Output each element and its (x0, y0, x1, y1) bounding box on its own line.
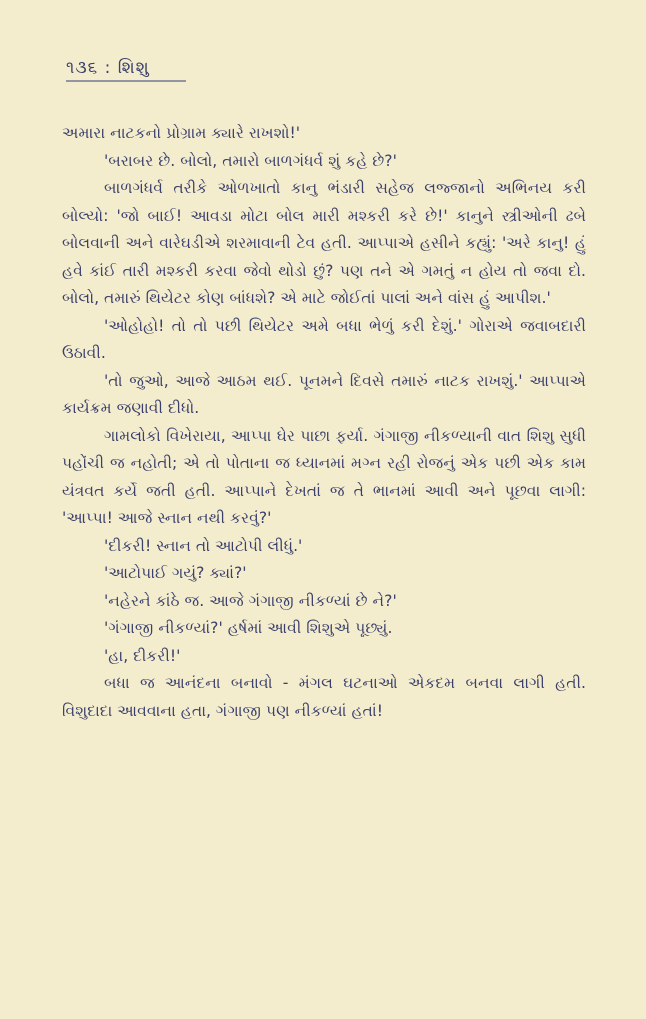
paragraph: 'આટોપાઈ ગયું? ક્યાં?' (104, 564, 247, 582)
running-title: શિશુ (117, 58, 150, 78)
page-number: ૧૩૬ (66, 58, 99, 78)
paragraph: 'નહેરને કાંઠે જ. આજે ગંગાજી નીકળ્યાં છે ને?' (104, 591, 397, 610)
paragraph: 'બરાબર છે. બોલો, તમારો બાળગંધર્વ શું કહે છે?' (104, 151, 397, 170)
paragraph: 'હા, દીકરી!' (104, 646, 181, 665)
paragraph: બાળગંધર્વ તરીકે ઓળખાતો કાનુ ભંડારી સહેજ લજ્જાનો અભિનય કરી બોલ્યો: 'જો બાઈ! આવડા મોટા બોલ મારી મશ્કરી કરે છે!' કાનુને સ્ત્રીઓની ઢબે બોલવાની અને વારેઘડીએ શરમાવાની ટેવ હતી. આપ્પાએ હસીને કહ્યું: 'અરે કાનુ! હું હવે કાંઈ તારી મશ્કરી કરવા જેવો થોડો છું? પણ તને એ ગમતું ન હોય તો જવા દો. બોલો, તમારું થિયેટર કોણ બાંધશે? એ માટે જોઈતાં પાલાં અને વાંસ હું આપીશ.' (62, 179, 586, 307)
paragraph: બધા જ આનંદના બનાવો - મંગલ ઘટનાઓ એકદમ બનવા લાગી હતી. વિશુદાદા આવવાના હતા, ગંગાજી પણ નીકળ્યાં હતાં! (62, 674, 586, 720)
paragraph: 'દીકરી! સ્નાન તો આટોપી લીધું.' (104, 536, 303, 555)
paragraph: 'ઓહોહો! તો તો પછી થિયેટર અમે બધા ભેળું કરી દેશું.' ગોરાએ જવાબદારી ઉઠાવી. (62, 316, 586, 362)
paragraph: અમારા નાટકનો પ્રોગ્રામ ક્યારે રાખશો!' (62, 124, 301, 142)
paragraph: 'ગંગાજી નીકળ્યાં?' હર્ષમાં આવી શિશુએ પૂછ્યું. (104, 619, 393, 637)
paragraph: ગામલોકો વિખેરાયા, આપ્પા ઘેર પાછા ફર્યા. ગંગાજી નીકળ્યાની વાત શિશુ સુધી પહોંચી જ નહોતી; એ તો પોતાના જ ધ્યાનમાં મગ્ન રહી રોજનું એક પછી એક કામ યંત્રવત કર્યે જતી હતી. આપ્પાને દેખતાં જ તે ભાનમાં આવી અને પૂછવા લાગી: 'આપ્પા! આજે સ્નાન નથી કરવું?' (62, 426, 586, 527)
header-underline (66, 80, 186, 82)
paragraph: 'તો જુઓ, આજે આઠમ થઈ. પૂનમને દિવસે તમારું નાટક રાખશું.' આપ્પાએ કાર્યક્રમ જણાવી દીધો. (62, 371, 586, 417)
body-text (62, 120, 586, 725)
page-header (66, 58, 586, 78)
header-separator: : (104, 58, 112, 78)
